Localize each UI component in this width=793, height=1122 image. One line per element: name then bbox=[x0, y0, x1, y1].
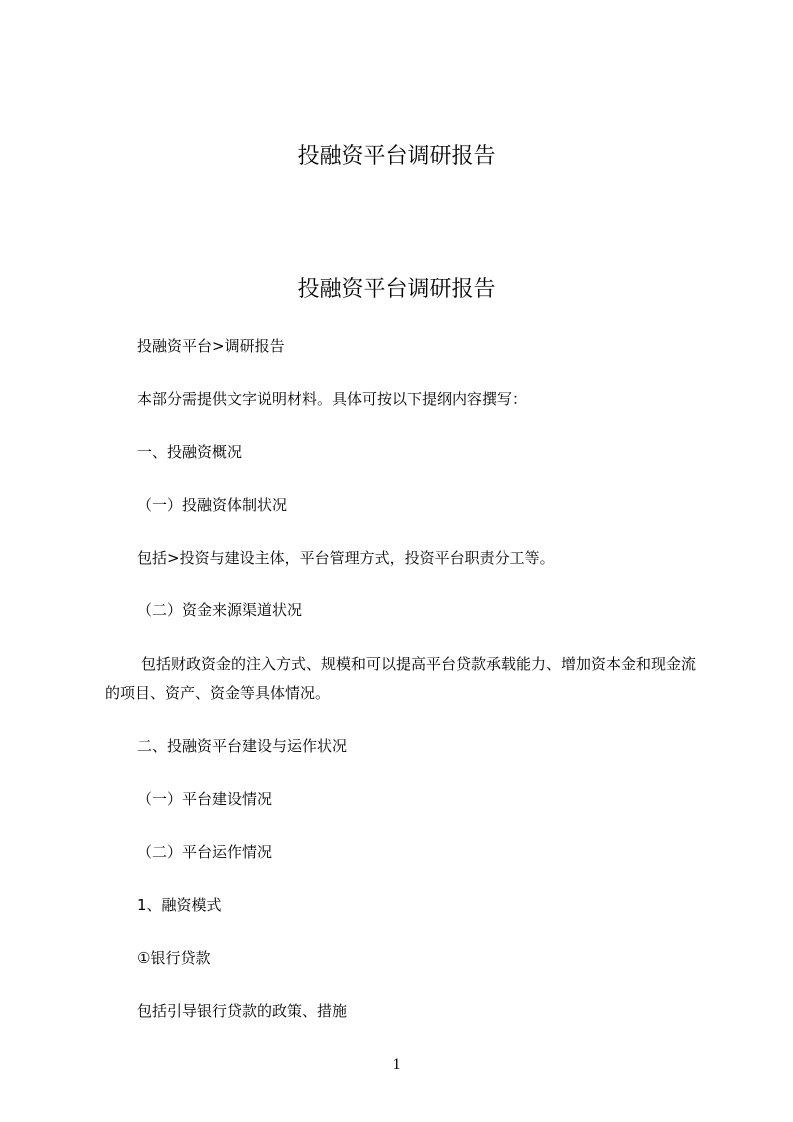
subsection-heading-1-1: （一）投融资体制状况 bbox=[137, 496, 288, 514]
item-heading-1: 1、融资模式 bbox=[137, 896, 222, 914]
document-title-main: 投融资平台调研报告 bbox=[297, 277, 496, 302]
item-subheading-1: ①银行贷款 bbox=[137, 949, 211, 967]
body-paragraph: 包括财政资金的注入方式、规模和可以提高平台贷款承载能力、增加资本金和现金流的项目、资产、资金等具体情况。 bbox=[105, 655, 697, 702]
subsection-heading-2-1: （一）平台建设情况 bbox=[137, 790, 273, 808]
subtitle-line: 投融资平台>调研报告 bbox=[137, 337, 285, 355]
subsection-heading-2-2: （二）平台运作情况 bbox=[137, 843, 273, 861]
section-heading-1: 一、投融资概况 bbox=[137, 443, 243, 461]
body-line-2: 包括引导银行贷款的政策、措施 bbox=[137, 1002, 348, 1020]
section-heading-2: 二、投融资平台建设与运作状况 bbox=[137, 737, 348, 755]
page-number: 1 bbox=[392, 1056, 401, 1073]
body-line-1: 包括>投资与建设主体，平台管理方式，投资平台职责分工等。 bbox=[137, 549, 555, 567]
subsection-heading-1-2: （二）资金来源渠道状况 bbox=[137, 601, 303, 619]
intro-line: 本部分需提供文字说明材料。具体可按以下提纲内容撰写： bbox=[137, 390, 528, 408]
document-title-top: 投融资平台调研报告 bbox=[297, 144, 496, 169]
